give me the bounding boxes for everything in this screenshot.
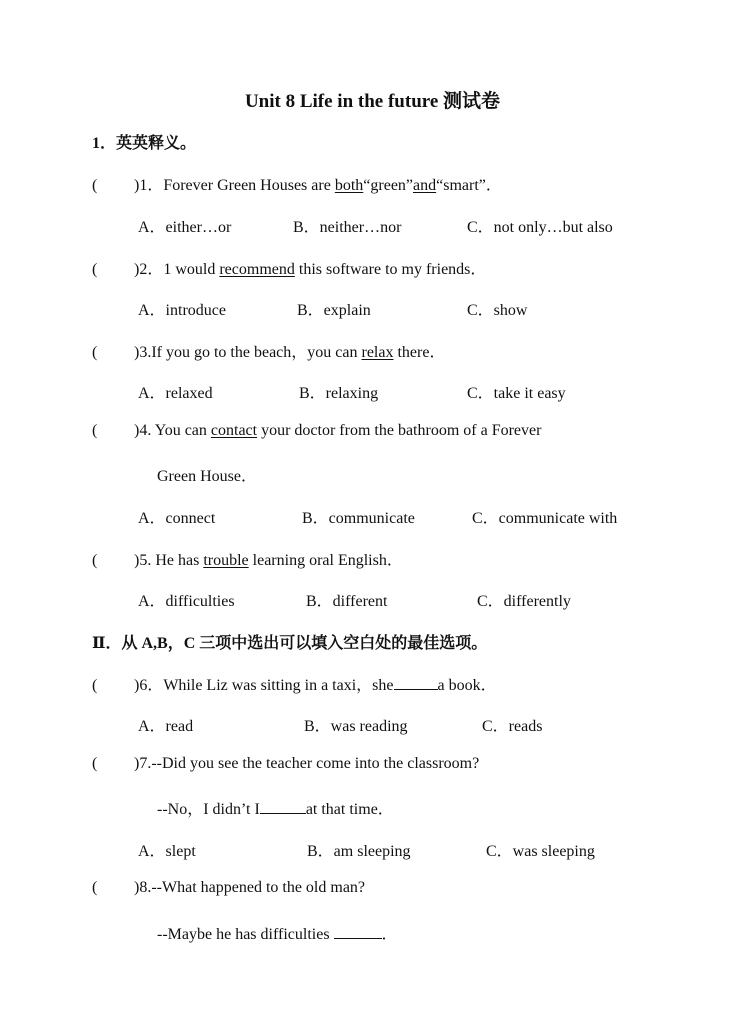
q3-option-c: C．take it easy <box>467 385 566 402</box>
answer-blank <box>394 688 438 690</box>
q3-option-b: B．relaxing <box>299 385 379 402</box>
q7-option-a: A．slept <box>138 843 196 860</box>
q2-option-c: C．show <box>467 302 528 319</box>
q7-option-b: B．am sleeping <box>307 843 411 860</box>
q3-option-a: A．relaxed <box>138 385 213 402</box>
q4-option-b: B．communicate <box>302 510 415 527</box>
q2-option-b: B．explain <box>297 302 371 319</box>
page-title: Unit 8 Life in the future 测试卷 <box>244 91 501 112</box>
q5-option-b: B．different <box>306 593 388 610</box>
question-1: ( )1．Forever Green Houses are both“green”and“smart”． <box>92 177 502 194</box>
q6-option-b: B．was reading <box>304 718 408 735</box>
answer-blank <box>334 937 382 939</box>
q4-option-c: C．communicate with <box>472 510 618 527</box>
q1-option-c: C．not only…but also <box>467 219 613 236</box>
section-1-heading: 1．英英释义。 <box>92 135 197 152</box>
question-4: ( )4. You can contact your doctor from the bathroom of a Forever <box>92 422 542 439</box>
question-4-continued: Green House． <box>157 468 257 485</box>
question-7-continued: --No，I didn’t I at that time． <box>157 801 394 818</box>
question-3: ( )3.If you go to the beach，you can relax there． <box>92 344 446 361</box>
q6-option-a: A．read <box>138 718 194 735</box>
answer-blank <box>260 812 306 814</box>
question-7: ( )7.--Did you see the teacher come into the classroom? <box>92 755 480 772</box>
q2-option-a: A．introduce <box>138 302 226 319</box>
q5-option-a: A．difficulties <box>138 593 235 610</box>
question-8: ( )8.--What happened to the old man? <box>92 879 366 896</box>
question-8-continued: --Maybe he has difficulties ． <box>157 926 398 943</box>
section-2-heading: Ⅱ．从 A,B，C 三项中选出可以填入空白处的最佳选项。 <box>92 635 488 652</box>
question-6: ( )6．While Liz was sitting in a taxi，she a book． <box>92 677 497 694</box>
q1-option-a: A．either…or <box>138 219 232 236</box>
q6-option-c: C．reads <box>482 718 543 735</box>
q7-option-c: C．was sleeping <box>486 843 595 860</box>
q1-option-b: B．neither…nor <box>293 219 402 236</box>
question-5: ( )5. He has trouble learning oral English． <box>92 552 403 569</box>
q5-option-c: C．differently <box>477 593 571 610</box>
question-2: ( )2．1 would recommend this software to my friends． <box>92 261 487 278</box>
q4-option-a: A．connect <box>138 510 216 527</box>
